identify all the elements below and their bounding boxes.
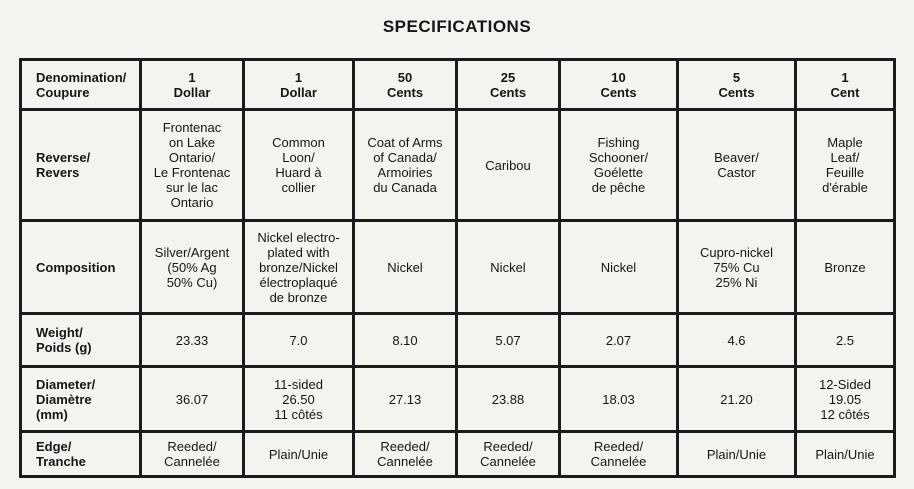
denomination-cell: 5 Cents bbox=[678, 60, 796, 110]
edge-cell: Plain/Unie bbox=[796, 432, 895, 477]
weight-cell: 2.5 bbox=[796, 314, 895, 367]
reverse-cell: Caribou bbox=[457, 110, 560, 221]
edge-cell: Plain/Unie bbox=[678, 432, 796, 477]
denomination-cell: 25 Cents bbox=[457, 60, 560, 110]
diameter-cell: 27.13 bbox=[354, 367, 457, 432]
composition-cell: Cupro-nickel 75% Cu 25% Ni bbox=[678, 221, 796, 314]
edge-cell: Reeded/ Cannelée bbox=[354, 432, 457, 477]
reverse-cell: Frontenac on Lake Ontario/ Le Frontenac sur le lac Ontario bbox=[141, 110, 244, 221]
edge-cell: Reeded/ Cannelée bbox=[457, 432, 560, 477]
diameter-cell: 11-sided 26.50 11 côtés bbox=[244, 367, 354, 432]
row-header-edge: Edge/ Tranche bbox=[21, 432, 141, 477]
weight-cell: 8.10 bbox=[354, 314, 457, 367]
table-row-composition bbox=[21, 221, 895, 314]
composition-cell: Silver/Argent (50% Ag 50% Cu) bbox=[141, 221, 244, 314]
diameter-cell: 21.20 bbox=[678, 367, 796, 432]
row-header-diameter: Diameter/ Diamètre (mm) bbox=[21, 367, 141, 432]
reverse-cell: Maple Leaf/ Feuille d'érable bbox=[796, 110, 895, 221]
edge-cell: Reeded/ Cannelée bbox=[141, 432, 244, 477]
row-header-weight: Weight/ Poids (g) bbox=[21, 314, 141, 367]
row-header-reverse: Reverse/ Revers bbox=[21, 110, 141, 221]
denomination-cell: 50 Cents bbox=[354, 60, 457, 110]
denomination-cell: 1 Dollar bbox=[244, 60, 354, 110]
denomination-cell: 10 Cents bbox=[560, 60, 678, 110]
reverse-cell: Beaver/ Castor bbox=[678, 110, 796, 221]
composition-cell: Bronze bbox=[796, 221, 895, 314]
table-row-weight bbox=[21, 314, 895, 367]
table-row-denomination bbox=[21, 60, 895, 110]
weight-cell: 23.33 bbox=[141, 314, 244, 367]
diameter-cell: 18.03 bbox=[560, 367, 678, 432]
reverse-cell: Coat of Arms of Canada/ Armoiries du Canada bbox=[354, 110, 457, 221]
table-row-reverse bbox=[21, 110, 895, 221]
diameter-cell: 23.88 bbox=[457, 367, 560, 432]
weight-cell: 2.07 bbox=[560, 314, 678, 367]
row-header-composition: Composition bbox=[21, 221, 141, 314]
table-row-edge bbox=[21, 432, 895, 477]
denomination-cell: 1 Dollar bbox=[141, 60, 244, 110]
reverse-cell: Common Loon/ Huard à collier bbox=[244, 110, 354, 221]
composition-cell: Nickel bbox=[354, 221, 457, 314]
diameter-cell: 12-Sided 19.05 12 côtés bbox=[796, 367, 895, 432]
reverse-cell: Fishing Schooner/ Goélette de pêche bbox=[560, 110, 678, 221]
weight-cell: 7.0 bbox=[244, 314, 354, 367]
edge-cell: Reeded/ Cannelée bbox=[560, 432, 678, 477]
diameter-cell: 36.07 bbox=[141, 367, 244, 432]
specifications-table bbox=[19, 58, 896, 478]
weight-cell: 4.6 bbox=[678, 314, 796, 367]
composition-cell: Nickel bbox=[457, 221, 560, 314]
edge-cell: Plain/Unie bbox=[244, 432, 354, 477]
denomination-cell: 1 Cent bbox=[796, 60, 895, 110]
row-header-denomination: Denomination/ Coupure bbox=[21, 60, 141, 110]
page-title: SPECIFICATIONS bbox=[382, 17, 532, 36]
composition-cell: Nickel bbox=[560, 221, 678, 314]
table-row-diameter bbox=[21, 367, 895, 432]
composition-cell: Nickel electro- plated with bronze/Nickel électroplaqué de bronze bbox=[244, 221, 354, 314]
weight-cell: 5.07 bbox=[457, 314, 560, 367]
